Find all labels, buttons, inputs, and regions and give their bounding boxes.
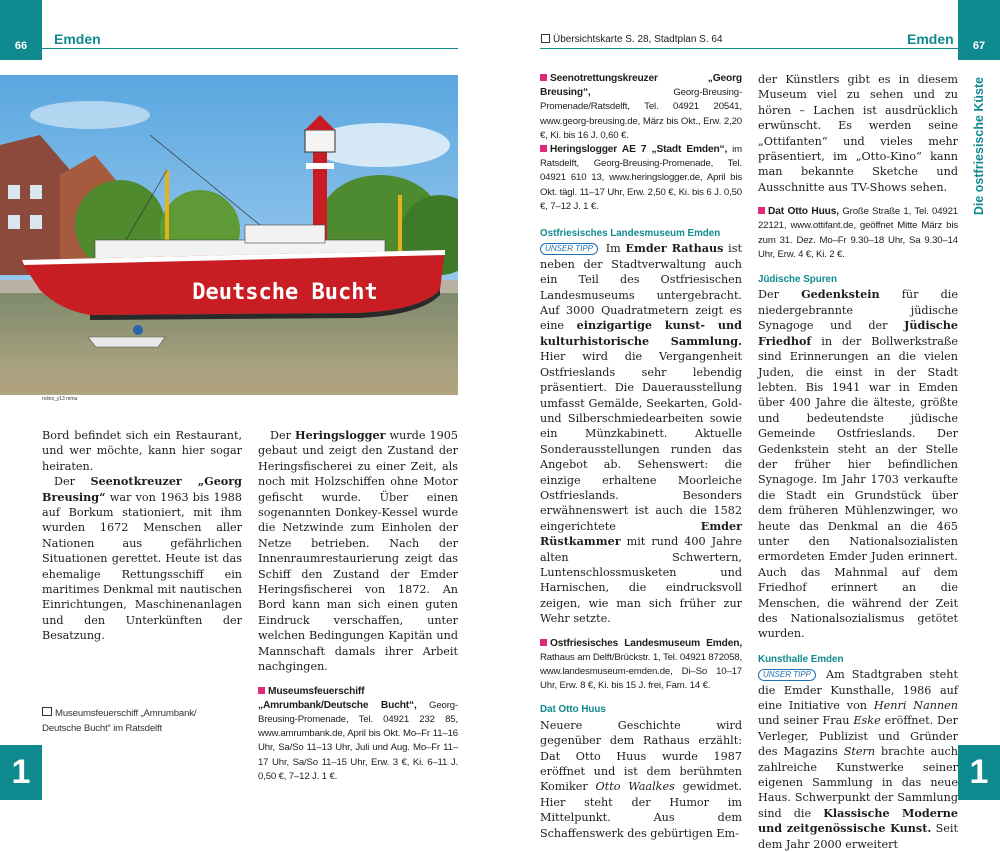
page-number-tab-left: 66	[0, 0, 42, 60]
paragraph-landesmuseum: UNSER TIPP Im Emder Rathaus ist neben der Stadtverwaltung auch ein Teil des Ostfriesischen Landesmuseums untergebracht. Auf 3000 Quadratmetern zeigt es eine einzigartige kunst- und kulturhistorische Sammlung. Hier wird die Vergangenheit Ostfrieslands sehr lebendig präsentiert. Die Dauerausstellung umfasst Gemälde, Seekarten, Gold- und Silberschmiedearbeiten sowie ein Münzkabinett. Aktuelle Sonderausstellungen runden das Angebot ab. Sehenswert: die einzige erhaltene Moorleiche Ostfrieslands. Besonders erwähnenswert ist auch die 1582 eingerichtete Emder Rüstkammer mit rund 400 Jahre alten Schwertern, Luntenschlossmusketen und Harnischen, die eindrucksvoll zeigen, wie man sich früher zur Wehr setzte.	[540, 241, 743, 626]
lightship-image	[0, 75, 458, 395]
paragraph-otto-huus-cont: der Künstlers gibt es in diesem Museum viel zu sehen und zu hören – Lachen ist ausdrücklich erwünscht. Es werden seine „Ottifanten“ und vieles mehr präsentiert, im „Otto-Kino“ kann man bekannte Sketche und Ausschnitte aus TV-Shows sehen.	[758, 73, 958, 194]
page-number-tab-right: 67	[958, 0, 1000, 60]
map-reference: Übersichtskarte S. 28, Stadtplan S. 64	[541, 34, 723, 45]
side-title-wrapper	[967, 76, 991, 216]
info-box-seenotrettungskreuzer: Seenotrettungskreuzer „Georg Breusing“, Georg-Breusing-Promenade/Ratsdelft, Tel. 04921 20541, www.georg-breusing.de, März bis Okt., Erw. 2,20 €, Ki. bis 16 J. 0,60 €.	[540, 73, 742, 141]
info-box-museumsfeuerschiff: Museumsfeuerschiff „Amrumbank/Deutsche Bucht“, Georg-Breusing-Promenade, Tel. 04921 232 85, www.amrumbank.de, April bis Okt. Mo–Fr 11–16 Uhr, Sa/So 11–13 Uhr, Juli und Aug. Mo–Fr 11–17 Uhr, Sa/So 11–15 Uhr, Erw. 3 €, Ki. 6–11 J. 0,50 €, 7–12 J. 1 €.	[258, 685, 458, 782]
chapter-number-tab-left: 1	[0, 745, 42, 800]
right-column-2	[758, 72, 958, 852]
info-box-heringslogger: Heringslogger AE 7 „Stadt Emden“, im Ratsdelft, Georg-Breusing-Promenade, Tel. 04921 610 13, www.heringslogger.de, April bis Okt. tägl. 11–17 Uhr, Erw. 2,50 €, Ki. bis 6 J. 0,50 €, 7–12 J. 1 €.	[540, 144, 742, 212]
hull-lettering: Deutsche Bucht	[192, 280, 378, 305]
photo-credit: rolins_y13 mma	[42, 396, 78, 402]
chapter-number-tab-right: 1	[958, 745, 1000, 800]
section-heading-landesmuseum: Ostfriesisches Landesmuseum Emden	[540, 228, 721, 240]
photo-reference-icon	[42, 707, 52, 716]
section-heading-juedische-spuren: Jüdische Spuren	[758, 274, 837, 286]
section-heading-kunsthalle: Kunsthalle Emden	[758, 653, 844, 665]
info-marker-icon	[540, 145, 547, 152]
left-column-2	[258, 428, 458, 784]
ship-photo	[0, 75, 458, 395]
side-title: Die ostfriesische Küste	[972, 76, 986, 216]
map-icon	[541, 34, 550, 43]
info-marker-icon	[258, 687, 265, 694]
section-heading-otto-huus: Dat Otto Huus	[540, 704, 606, 716]
paragraph-juedische-spuren: Der Gedenkstein für die niedergebrannte jüdische Synagoge und der Jüdische Friedhof in der Bollwerkstraße sind Erinnerungen an die vielen Juden, die einst in der Stadt lebten. Bis 1941 war in Emden über 400 Jahre die älteste, größte und bedeutendste jüdische Gemeinde Ostfrieslands. Der Gedenkstein steht an der Stelle der früher hier befindlichen Synagoge. Im Jahr 1703 verkaufte die Stadt ein Grundstück über dem früheren Mühlenzwinger, wo heute das Denkmal an die 465 unter den Nationalsozialisten ermordeten Emder Juden erinnert. Auch das Mahnmal auf dem Friedhof erinnert an die Menschen, die während der Zeit des Nationalsozialismus getötet wurden.	[758, 287, 958, 641]
paragraph-otto-huus: Neuere Geschichte wird gegenüber dem Rathaus erzählt: Dat Otto Huus wurde 1987 eröffnet und ist dem berühmten Komiker Otto Waalkes gewidmet. Hier steht der Humor im Mittelpunkt. Aus dem Schaffenswerk des gebürtigen Em-	[540, 718, 742, 840]
header-rule-left	[42, 48, 458, 49]
right-column-1	[540, 72, 742, 841]
tip-badge: UNSER TIPP	[540, 243, 598, 255]
header-rule-right	[540, 48, 958, 49]
running-head-left: Emden	[54, 31, 101, 47]
paragraph-seenotkreuzer: Der Seenotkreuzer „Georg Breusing“ war von 1963 bis 1988 auf Borkum stationiert, mit ihm wurden 1672 Menschen aller Nationen aus gefährlichen Situationen gerettet. Heute ist das ehemalige Rettungsschiff ein maritimes Denkmal mit nautischen Einrichtungen, Maschinenanlagen und den Unterkünften der Besatzung.	[42, 474, 242, 643]
paragraph: Bord befindet sich ein Restaurant, und wer möchte, kann hier sogar heiraten.	[42, 429, 242, 473]
info-marker-icon	[540, 639, 547, 646]
paragraph-heringslogger: Der Heringslogger wurde 1905 gebaut und zeigt den Zustand der Heringsfischerei zu einer Zeit, als noch mit Holzschiffen ohne Motor gefischt wurde. Über einen sogenannten Donkey-Kessel wurde die Netzwinde zum Einholen der Netze betrieben. Nach der Innenraumrestaurierung zeigt das Schiff den Zustand der Emder Heringsfischerei von 1872. An Bord kann man sich einen guten Eindruck verschaffen, unter welchen Bedingungen Kapitän und Mannschaft damals ihrer Arbeit nachgingen.	[258, 428, 459, 674]
paragraph-kunsthalle: UNSER TIPP Am Stadtgraben steht die Emder Kunsthalle, 1986 auf eine Initiative von Henri Nannen und seiner Frau Eske eröffnet. Der Verleger, Publizist und Gründer des Magazins Stern brachte auch zahlreiche Kunstwerke seiner eigenen Sammlung in das neue Haus. Schwerpunkt der Sammlung sind die Klassische Moderne und zeitgenössische Kunst. Seit dem Jahr 2000 erweitert	[758, 668, 958, 851]
info-marker-icon	[758, 207, 765, 214]
info-box-landesmuseum: Ostfriesisches Landesmuseum Emden, Rathaus am Delft/Brückstr. 1, Tel. 04921 872058, www.landesmuseum-emden.de, Di–So 10–17 Uhr, Erw. 8 €, Ki. bis 15 J. frei, Fam. 14 €.	[540, 637, 742, 692]
info-marker-icon	[540, 74, 547, 81]
tip-badge: UNSER TIPP	[758, 669, 816, 681]
photo-caption: Museumsfeuerschiff „Amrumbank/ Deutsche Bucht“ im Ratsdelft	[42, 708, 197, 734]
running-head-right: Emden	[907, 31, 954, 47]
info-box-otto-huus: Dat Otto Huus, Große Straße 1, Tel. 04921 22121, www.ottifant.de, geöffnet Mitte März bis zum 31. Dez. Mo–Fr 9.30–18 Uhr, Sa 9.30–14 Uhr, Erw. 4 €, Ki. 2 €.	[758, 206, 958, 260]
left-column-1	[42, 428, 242, 644]
